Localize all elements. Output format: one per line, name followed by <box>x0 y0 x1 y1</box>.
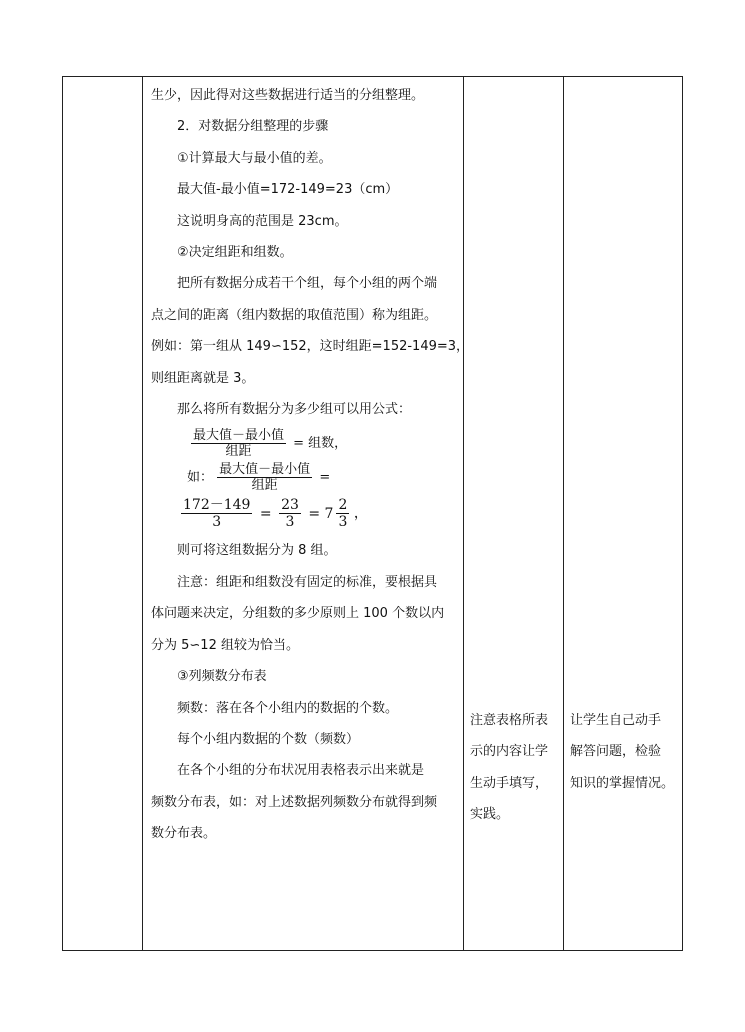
fraction-denominator: 3 <box>212 514 222 531</box>
purpose-line: 知识的掌握情况。 <box>570 775 675 791</box>
content-line: 频数：落在各个小组内的数据的个数。 <box>177 700 399 716</box>
teacher-line: 生动手填写， <box>470 775 549 791</box>
content-line: 最大值-最小值=172-149=23（cm） <box>177 182 399 198</box>
fraction <box>336 498 349 529</box>
fraction-denominator: 组距 <box>225 444 252 460</box>
fraction-numerator: 最大值－最小值 <box>219 462 311 478</box>
content-line: 把所有数据分成若干个组，每个小组的两个端 <box>177 276 438 292</box>
fraction-numerator: 23 <box>281 497 299 514</box>
formula-end: ， <box>353 505 368 522</box>
purpose-line: 让学生自己动手 <box>570 713 662 728</box>
content-line: 那么将所有数据分为多少组可以用公式： <box>177 402 412 418</box>
fraction-numerator: 172－149 <box>183 497 251 514</box>
content-line: 这说明身高的范围是 23cm。 <box>177 213 348 229</box>
design-purpose-cell <box>564 77 683 951</box>
content-line: 则组距离就是 3。 <box>151 370 255 386</box>
formula-suffix: = 组数， <box>293 436 348 452</box>
formula-definition <box>191 429 457 458</box>
content-line: ②决定组距和组数。 <box>177 245 293 261</box>
content-cell <box>143 77 470 951</box>
content-line: 点之间的距离（组内数据的取值范围）称为组距。 <box>151 307 438 323</box>
formula-calculation <box>181 498 457 529</box>
teacher-line: 注意表格所表 <box>470 713 549 728</box>
teacher-line: 示的内容让学 <box>470 744 549 760</box>
content-line: 例如：第一组从 149∽152，这时组距=152-149=3， <box>151 339 470 355</box>
mixed-number <box>305 498 349 529</box>
equals-whole: = 7 <box>308 505 334 522</box>
fraction <box>191 429 286 458</box>
empty-cell <box>63 77 143 951</box>
purpose-line: 解答问题，检验 <box>570 744 662 760</box>
content-line: ①计算最大与最小值的差。 <box>177 150 332 166</box>
fraction <box>181 498 252 529</box>
content-line: 2．对数据分组整理的步骤 <box>177 119 329 135</box>
teacher-line: 实践。 <box>470 807 510 823</box>
content-line: ③列频数分布表 <box>177 669 267 685</box>
formula-example <box>187 463 457 492</box>
lesson-plan-table <box>62 76 683 951</box>
fraction <box>279 498 301 529</box>
formula-prefix: 如： <box>187 470 214 486</box>
fraction <box>217 463 312 492</box>
content-line: 频数分布表，如：对上述数据列频数分布就得到频 <box>151 794 438 810</box>
fraction-denominator: 3 <box>285 514 295 531</box>
content-line: 生少，因此得对这些数据进行适当的分组整理。 <box>151 88 425 103</box>
fraction-denominator: 组距 <box>251 478 278 494</box>
fraction-denominator: 3 <box>338 514 348 531</box>
fraction-numerator: 最大值－最小值 <box>193 428 285 444</box>
fraction-numerator: 2 <box>338 497 348 514</box>
table-row <box>63 77 683 951</box>
content-line: 注意：组距和组数没有固定的标准，要根据具 <box>177 574 438 590</box>
content-line: 每个小组内数据的个数（频数） <box>177 731 360 747</box>
content-line: 则可将这组数据分为 8 组。 <box>177 543 337 559</box>
equals-sign: = <box>259 505 272 522</box>
content-line: 体问题来决定，分组数的多少原则上 100 个数以内 <box>151 606 445 622</box>
content-line: 分为 5∽12 组较为恰当。 <box>151 637 299 653</box>
content-line: 数分布表。 <box>151 826 217 842</box>
formula-suffix: = <box>319 470 331 486</box>
teacher-activity-cell <box>464 77 564 951</box>
content-line: 在各个小组的分布状况用表格表示出来就是 <box>177 763 425 779</box>
